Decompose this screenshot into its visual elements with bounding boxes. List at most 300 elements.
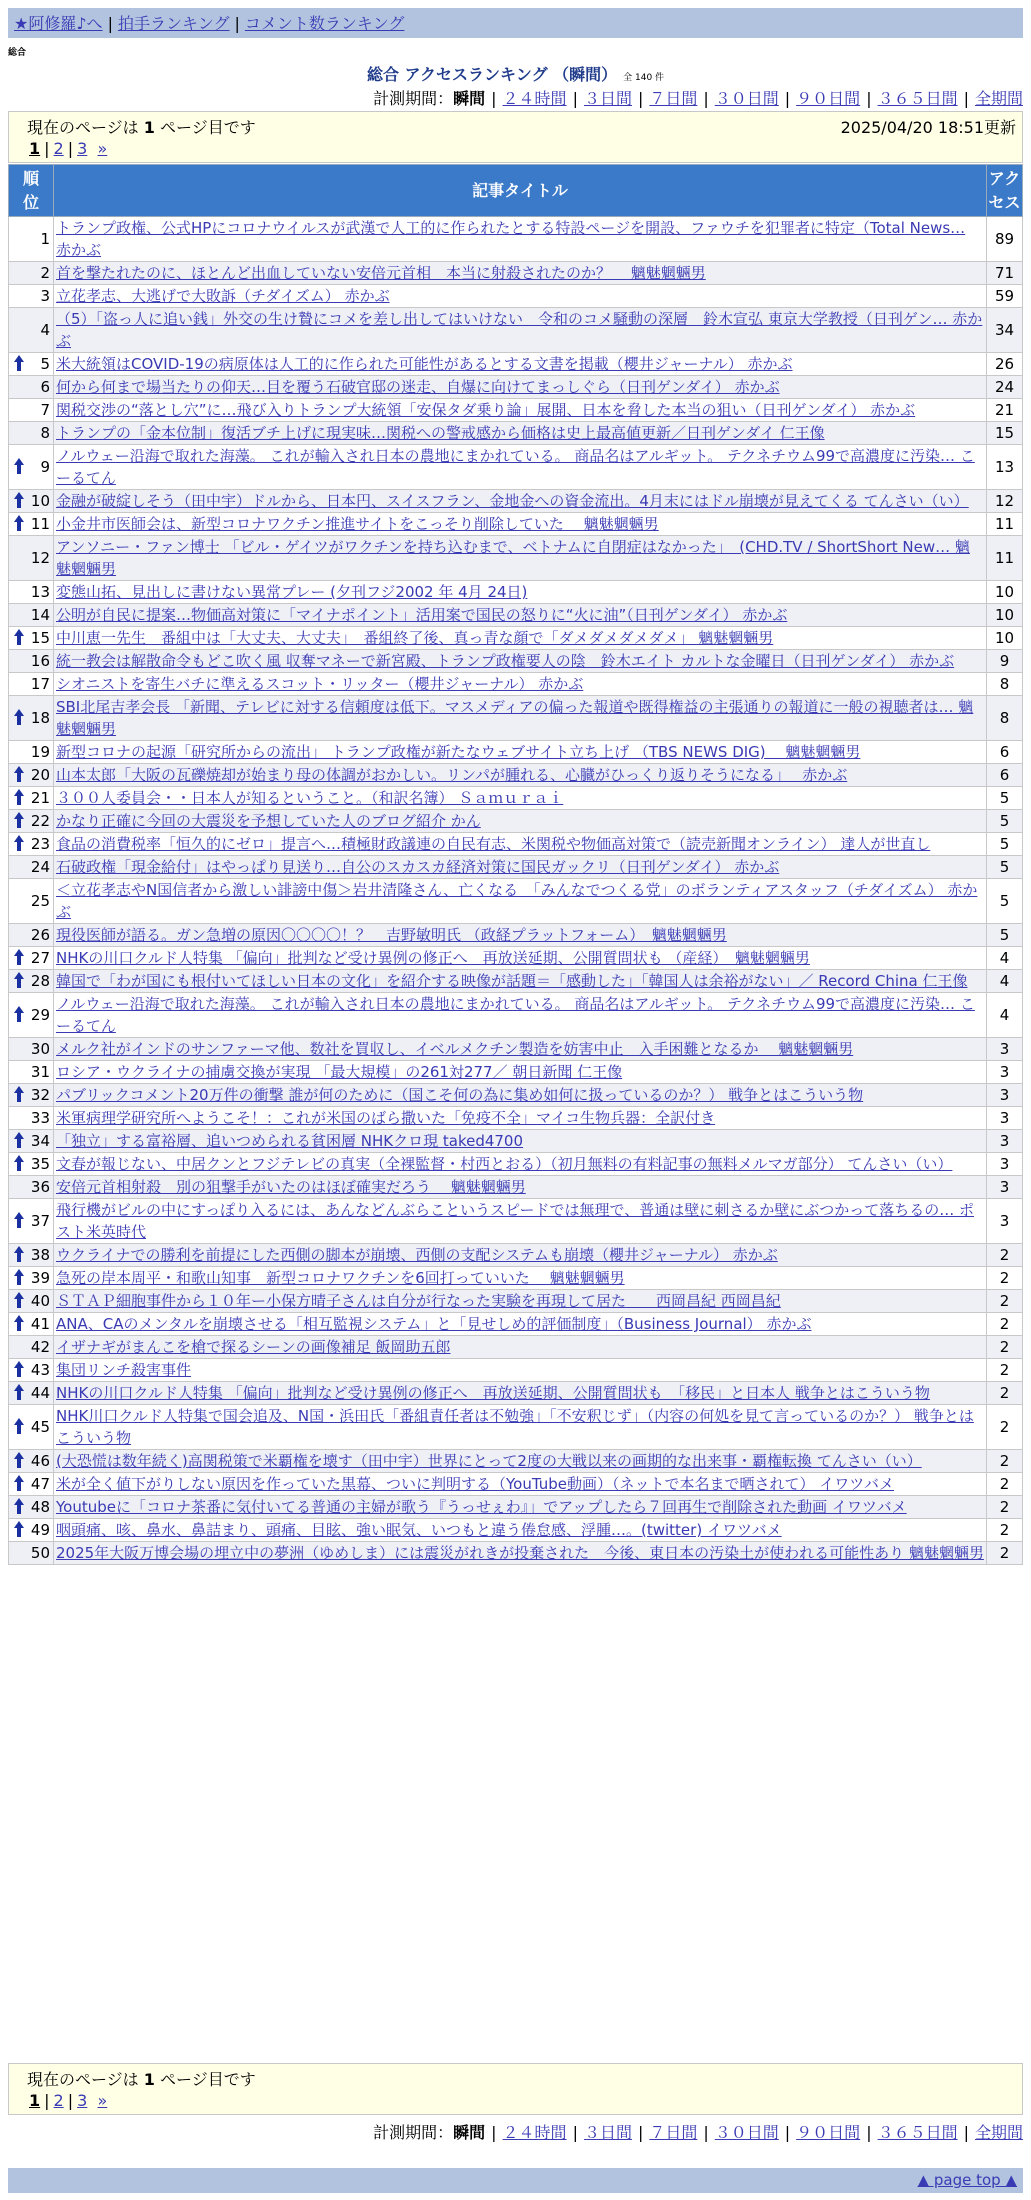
- access-count: 5: [987, 856, 1023, 879]
- rank-cell: [9, 581, 54, 604]
- rank-cell: [9, 1542, 54, 1565]
- title-cell: [54, 810, 987, 833]
- rank-up-arrow-icon: [14, 1384, 24, 1400]
- pagination-bottom: [29, 2091, 107, 2110]
- rank-number: 18: [30, 709, 50, 727]
- title-cell: [54, 513, 987, 536]
- rank-up-arrow-icon: [14, 766, 24, 782]
- access-count: 12: [987, 490, 1023, 513]
- period-separator: |: [703, 89, 709, 108]
- rank-cell: [9, 856, 54, 879]
- access-count: 3: [987, 1038, 1023, 1061]
- pager-page-3[interactable]: 3: [77, 2091, 88, 2110]
- access-count: 5: [987, 810, 1023, 833]
- rank-number: 22: [30, 812, 50, 830]
- rank-up-arrow-icon: [14, 1292, 24, 1308]
- table-row: [9, 399, 1023, 422]
- rank-up-arrow-icon: [14, 458, 24, 474]
- rank-number: 40: [30, 1292, 50, 1310]
- table-row: [9, 764, 1023, 787]
- article-link[interactable]: 米が全く値下がりしない原因を作っていた黒幕、ついに判明する（YouTube動画）（ネットで本名まで晒されて） イワツバメ: [56, 1475, 894, 1493]
- rank-number: 48: [30, 1498, 50, 1516]
- access-count: 3: [987, 1084, 1023, 1107]
- rank-cell: [9, 1267, 54, 1290]
- top-nav-bar: [8, 8, 1023, 38]
- nav-separator: |: [107, 14, 113, 33]
- rank-up-arrow-icon: [14, 1315, 24, 1331]
- rank-number: 7: [40, 401, 50, 419]
- title-cell: [54, 217, 987, 262]
- title-cell: [54, 1450, 987, 1473]
- table-row: [9, 879, 1023, 924]
- title-cell: [54, 604, 987, 627]
- article-link[interactable]: SBI北尾吉孝会長 「新聞、テレビに対する信頼度は低下。マスメディアの偏った報道や既得権益の主張通りの報道に一般の視聴者は… 魑魅魍魎男: [56, 698, 974, 738]
- title-cell: [54, 1290, 987, 1313]
- rank-number: 1: [40, 230, 50, 248]
- title-cell: [54, 764, 987, 787]
- header-count: [987, 165, 1023, 217]
- period-label: 計測期間：: [373, 89, 454, 108]
- title-cell: [54, 924, 987, 947]
- article-link[interactable]: ノルウェー沿海で取れた海藻。 これが輸入され日本の農地にまかれている。 商品名はアルギット。 テクネチウム99で高濃度に汚染… こーるてん: [56, 995, 975, 1035]
- rank-cell: [9, 1153, 54, 1176]
- rank-number: 24: [30, 858, 50, 876]
- period-current: 瞬間: [453, 89, 486, 108]
- access-count: 3: [987, 1176, 1023, 1199]
- title-cell: [54, 1313, 987, 1336]
- period-365d[interactable]: ３６５日間: [877, 89, 958, 108]
- title-cell: [54, 856, 987, 879]
- title-cell: [54, 445, 987, 490]
- rank-cell: [9, 1244, 54, 1267]
- period-3d[interactable]: ３日間: [583, 89, 632, 108]
- rank-up-arrow-icon: [14, 1418, 24, 1434]
- article-link[interactable]: 現役医師が語る。ガン急増の原因〇〇〇〇！？ 吉野敏明氏 （政経プラットフォーム） 魑魅魍魎男: [56, 926, 727, 944]
- rank-cell: [9, 1107, 54, 1130]
- rank-up-arrow-icon: [14, 1086, 24, 1102]
- rank-up-arrow-icon: [14, 812, 24, 828]
- period-label: 計測期間：: [373, 2123, 454, 2142]
- pager-page-2[interactable]: 2: [53, 139, 64, 158]
- ranking-table: [8, 164, 1023, 1565]
- access-count: 3: [987, 1153, 1023, 1176]
- rank-cell: [9, 627, 54, 650]
- table-row: [9, 285, 1023, 308]
- access-count: 2: [987, 1496, 1023, 1519]
- table-row: [9, 833, 1023, 856]
- article-link[interactable]: 2025年大阪万博会場の埋立中の夢洲（ゆめしま）には震災がれきが投棄された 今後、東日本の汚染土が使われる可能性あり 魑魅魍魎男: [56, 1544, 984, 1562]
- rank-number: 27: [30, 949, 50, 967]
- table-row: [9, 513, 1023, 536]
- title-cell: [54, 741, 987, 764]
- rank-up-arrow-icon: [14, 1498, 24, 1514]
- rank-cell: [9, 1313, 54, 1336]
- table-row: [9, 1336, 1023, 1359]
- category-label: 総合: [8, 48, 27, 58]
- table-row: [9, 445, 1023, 490]
- page-status-prefix: 現在のページは: [27, 118, 139, 137]
- rank-number: 34: [30, 1132, 50, 1150]
- access-count: 10: [987, 581, 1023, 604]
- ranking-body: [9, 217, 1023, 1565]
- title-cell: [54, 285, 987, 308]
- rank-up-arrow-icon: [14, 355, 24, 371]
- rank-up-arrow-icon: [14, 1452, 24, 1468]
- rank-number: 13: [30, 583, 50, 601]
- article-link[interactable]: 山本太郎「大阪の瓦礫焼却が始まり母の体調がおかしい。リンパが腫れる、心臓がひっくり返りそうになる」 赤かぶ: [56, 766, 848, 784]
- title-cell: [54, 833, 987, 856]
- title-cell: [54, 1199, 987, 1244]
- table-row: [9, 1405, 1023, 1450]
- article-link[interactable]: 石破政権「現金給付」はやっぱり見送り…自公のスカスカ経済対策に国民ガックリ（日刊ゲンダイ） 赤かぶ: [56, 858, 780, 876]
- title-cell: [54, 308, 987, 353]
- rank-number: 46: [30, 1452, 50, 1470]
- header-rank: [9, 165, 54, 217]
- rank-up-arrow-icon: [14, 1246, 24, 1262]
- period-all[interactable]: 全期間: [974, 89, 1023, 108]
- table-row: [9, 422, 1023, 445]
- rank-number: 28: [30, 972, 50, 990]
- pager-current: 1: [29, 2091, 41, 2110]
- article-link[interactable]: 変態山拓、見出しに書けない異常プレー (夕刊フジ2002 年 4月 24日): [56, 583, 528, 601]
- article-link[interactable]: 韓国で「わが国にも根付いてほしい日本の文化」を紹介する映像が話題＝「感動した」「韓国人は余裕がない」／ Record China 仁王像: [56, 972, 968, 990]
- article-link[interactable]: ３００人委員会・・日本人が知るということ。（和訳名簿） Ｓａｍｕｒａｉ: [56, 789, 564, 807]
- period-current: 瞬間: [453, 2123, 486, 2142]
- article-link[interactable]: 何から何まで場当たりの仰天…目を覆う石破官邸の迷走、自爆に向けてまっしぐら（日刊ゲンダイ） 赤かぶ: [56, 378, 780, 396]
- table-row: [9, 1061, 1023, 1084]
- rank-number: 44: [30, 1384, 50, 1402]
- rank-number: 17: [30, 675, 50, 693]
- access-count: 2: [987, 1359, 1023, 1382]
- title-cell: [54, 1153, 987, 1176]
- rank-up-arrow-icon: [14, 1361, 24, 1377]
- rank-cell: [9, 217, 54, 262]
- pager-page-3[interactable]: 3: [77, 139, 88, 158]
- table-row: [9, 1542, 1023, 1565]
- access-count: 4: [987, 947, 1023, 970]
- rank-number: 33: [30, 1109, 50, 1127]
- rank-number: 26: [30, 926, 50, 944]
- table-row: [9, 627, 1023, 650]
- header-rank-label: 順位: [22, 168, 39, 212]
- rank-number: 36: [30, 1178, 50, 1196]
- rank-cell: [9, 1405, 54, 1450]
- page-status-number: 1: [143, 118, 155, 137]
- title-cell: [54, 1542, 987, 1565]
- table-row: [9, 353, 1023, 376]
- rank-cell: [9, 1290, 54, 1313]
- rank-number: 16: [30, 652, 50, 670]
- table-row: [9, 1199, 1023, 1244]
- rank-cell: [9, 1519, 54, 1542]
- rank-cell: [9, 993, 54, 1038]
- rank-number: 12: [30, 549, 50, 567]
- table-row: [9, 1153, 1023, 1176]
- table-row: [9, 1084, 1023, 1107]
- article-link[interactable]: 金融が破綻しそう（田中宇）ドルから、日本円、スイスフラン、金地金への資金流出。4月末にはドル崩壊が見えてくる てんさい（い）: [56, 492, 969, 510]
- table-row: [9, 650, 1023, 673]
- period-24h[interactable]: ２４時間: [502, 2123, 567, 2142]
- rank-number: 4: [40, 321, 50, 339]
- rank-cell: [9, 833, 54, 856]
- period-30d[interactable]: ３０日間: [714, 89, 779, 108]
- article-link[interactable]: ノルウェー沿海で取れた海藻。 これが輸入され日本の農地にまかれている。 商品名はアルギット。 テクネチウム99で高濃度に汚染… こーるてん: [56, 447, 975, 487]
- period-365d[interactable]: ３６５日間: [877, 2123, 958, 2142]
- rank-number: 15: [30, 629, 50, 647]
- period-separator: |: [491, 2123, 497, 2142]
- pager-next[interactable]: »: [97, 2091, 108, 2110]
- rank-cell: [9, 353, 54, 376]
- rank-number: 10: [30, 492, 50, 510]
- title-cell: [54, 422, 987, 445]
- period-7d[interactable]: ７日間: [649, 89, 698, 108]
- article-link[interactable]: 公明が自民に提案…物価高対策に「マイナポイント」活用案で国民の怒りに“火に油”（日刊ゲンダイ） 赤かぶ: [56, 606, 788, 624]
- period-separator: |: [963, 89, 969, 108]
- title-cell: [54, 947, 987, 970]
- article-link[interactable]: 米軍病理学研究所へようこそ！：これが米国のばら撒いた「免疫不全」マイコ生物兵器：全訳付き: [56, 1109, 716, 1127]
- rank-cell: [9, 810, 54, 833]
- period-90d[interactable]: ９０日間: [796, 89, 861, 108]
- rank-cell: [9, 1038, 54, 1061]
- pager-separator: |: [67, 139, 74, 158]
- rank-cell: [9, 673, 54, 696]
- article-link[interactable]: ウクライナでの勝利を前提にした西側の脚本が崩壊、西側の支配システムも崩壊（櫻井ジャーナル） 赤かぶ: [56, 1246, 778, 1264]
- access-count: 24: [987, 376, 1023, 399]
- page-top-link[interactable]: ▲ page top ▲: [917, 2171, 1017, 2189]
- access-count: 26: [987, 353, 1023, 376]
- title-cell: [54, 627, 987, 650]
- page-status-suffix: ページ目です: [160, 118, 256, 137]
- table-row: [9, 970, 1023, 993]
- article-link[interactable]: 米大統領はCOVID-19の病原体は人工的に作られた可能性があるとする文書を掲載（櫻井ジャーナル） 赤かぶ: [56, 355, 793, 373]
- article-link[interactable]: Youtubeに「コロナ茶番に気付いてる普通の主婦が歌う『うっせぇわ』」でアップしたら７回再生で削除された動画 イワツバメ: [56, 1498, 907, 1516]
- rank-cell: [9, 1130, 54, 1153]
- access-count: 2: [987, 1473, 1023, 1496]
- rank-cell: [9, 308, 54, 353]
- table-row: [9, 1519, 1023, 1542]
- table-row: [9, 536, 1023, 581]
- article-link[interactable]: かなり正確に今回の大震災を予想していた人のブログ紹介 かん: [56, 812, 481, 830]
- period-7d[interactable]: ７日間: [649, 2123, 698, 2142]
- pager-separator: |: [44, 2091, 50, 2110]
- article-link[interactable]: 立花孝志、大逃げで大敗訴（チダイズム） 赤かぶ: [56, 287, 390, 305]
- rank-number: 5: [40, 355, 50, 373]
- rank-number: 42: [30, 1338, 50, 1356]
- rank-cell: [9, 741, 54, 764]
- article-link[interactable]: 中川恵一先生 番組中は「大丈夫、大丈夫」 番組終了後、真っ青な顔で「ダメダメダメダメ」 魑魅魍魎男: [56, 629, 774, 647]
- rank-up-arrow-icon: [14, 709, 24, 725]
- title-cell: [54, 536, 987, 581]
- table-row: [9, 1496, 1023, 1519]
- table-row: [9, 1176, 1023, 1199]
- period-separator: |: [784, 89, 791, 108]
- table-row: [9, 376, 1023, 399]
- article-link[interactable]: ANA、CAのメンタルを崩壊させる「相互監視システム」と「見せしめ的評価制度」（Business Journal） 赤かぶ: [56, 1315, 812, 1333]
- clap-ranking-link[interactable]: 拍手ランキング: [117, 14, 230, 33]
- rank-cell: [9, 924, 54, 947]
- access-count: 2: [987, 1542, 1023, 1565]
- rank-cell: [9, 445, 54, 490]
- rank-cell: [9, 947, 54, 970]
- period-all[interactable]: 全期間: [974, 2123, 1023, 2142]
- rank-up-arrow-icon: [14, 835, 24, 851]
- access-count: 8: [987, 673, 1023, 696]
- article-link[interactable]: 関税交渉の“落とし穴”に…飛び入りトランプ大統領「安保タダ乗り論」展開、日本を脅した本当の狙い（日刊ゲンダイ） 赤かぶ: [56, 401, 916, 419]
- title-cell: [54, 1336, 987, 1359]
- rank-cell: [9, 1382, 54, 1405]
- access-count: 4: [987, 993, 1023, 1038]
- page-info-bottom: [8, 2063, 1023, 2115]
- table-row: [9, 604, 1023, 627]
- access-count: 6: [987, 764, 1023, 787]
- table-row: [9, 1450, 1023, 1473]
- access-count: 2: [987, 1450, 1023, 1473]
- home-link[interactable]: ★阿修羅♪へ: [14, 14, 103, 33]
- rank-cell: [9, 1061, 54, 1084]
- access-count: 3: [987, 1130, 1023, 1153]
- article-link[interactable]: 急死の岸本周平・和歌山知事 新型コロナワクチンを6回打っていいた 魑魅魍魎男: [56, 1269, 625, 1287]
- period-30d[interactable]: ３０日間: [714, 2123, 779, 2142]
- article-link[interactable]: 咽頭痛、咳、鼻水、鼻詰まり、頭痛、目眩、強い眠気、いつもと違う倦怠感、浮腫…。(twitter) イワツバメ: [56, 1521, 782, 1539]
- article-link[interactable]: ロシア・ウクライナの捕虜交換が実現 「最大規模」の261対277／ 朝日新聞 仁王像: [56, 1063, 623, 1081]
- article-link[interactable]: ＳＴＡＰ細胞事件から１０年ー小保方晴子さんは自分が行なった実験を再現して居た 西岡昌紀 西岡昌紀: [56, 1292, 781, 1310]
- table-row: [9, 741, 1023, 764]
- article-link[interactable]: (大恐慌は数年続く)高関税策で米覇権を壊す（田中宇）世界にとって2度の大戦以来の画期的な出来事・覇権転換 てんさい（い）: [56, 1452, 922, 1470]
- table-row: [9, 490, 1023, 513]
- rank-up-arrow-icon: [14, 1212, 24, 1228]
- title-cell: [54, 399, 987, 422]
- page-status-number: 1: [143, 2070, 155, 2089]
- period-selector-top: [373, 86, 1023, 109]
- article-link[interactable]: 統一教会は解散命令もどこ吹く風 収奪マネーで新宮殿、トランプ政権要人の陰 鈴木エイト カルトな金曜日（日刊ゲンダイ） 赤かぶ: [56, 652, 955, 670]
- article-link[interactable]: 食品の消費税率「恒久的にゼロ」提言へ…積極財政議連の自民有志、米関税や物価高対策で（読売新聞オンライン） 達人が世直し: [56, 835, 931, 853]
- article-link[interactable]: ＜立花孝志やN国信者から激しい誹謗中傷＞岩井清隆さん、亡くなる 「みんなでつくる党」のボランティアスタッフ（チダイズム） 赤かぶ: [56, 881, 978, 921]
- access-count: 3: [987, 1107, 1023, 1130]
- access-count: 8: [987, 696, 1023, 741]
- article-link[interactable]: メルク社がインドのサンファーマ他、数社を買収し、イベルメクチン製造を妨害中止 入手困難となるか 魑魅魍魎男: [56, 1040, 854, 1058]
- access-count: 2: [987, 1244, 1023, 1267]
- title-cell: [54, 879, 987, 924]
- rank-up-arrow-icon: [14, 515, 24, 531]
- rank-up-arrow-icon: [14, 1006, 24, 1022]
- access-count: 2: [987, 1336, 1023, 1359]
- title-cell: [54, 1382, 987, 1405]
- article-link[interactable]: 「独立」する富裕層、追いつめられる貧困層 NHKクロ現 taked4700: [56, 1132, 524, 1150]
- period-24h[interactable]: ２４時間: [502, 89, 567, 108]
- access-count: 5: [987, 879, 1023, 924]
- article-link[interactable]: 集団リンチ殺害事件: [56, 1361, 192, 1379]
- article-link[interactable]: NHKの川口クルド人特集 「偏向」批判など受け異例の修正へ 再放送延期、公開質問状も 「移民」と日本人 戦争とはこういう物: [56, 1384, 930, 1402]
- rank-number: 37: [30, 1212, 50, 1230]
- table-row: [9, 787, 1023, 810]
- access-count: 34: [987, 308, 1023, 353]
- pager-separator: |: [44, 139, 50, 158]
- rank-number: 2: [40, 264, 50, 282]
- article-link[interactable]: 小金井市医師会は、新型コロナワクチン推進サイトをこっそり削除していた 魑魅魍魎男: [56, 515, 659, 533]
- page-status-text: [27, 115, 256, 138]
- access-count: 11: [987, 536, 1023, 581]
- rank-cell: [9, 696, 54, 741]
- access-count: 2: [987, 1313, 1023, 1336]
- rank-cell: [9, 399, 54, 422]
- rank-up-arrow-icon: [14, 1132, 24, 1148]
- title-cell: [54, 1038, 987, 1061]
- table-row: [9, 673, 1023, 696]
- pager-page-2[interactable]: 2: [53, 2091, 64, 2110]
- article-link[interactable]: イザナギがまんこを槍で探るシーンの画像補足 飯岡助五郎: [56, 1338, 451, 1356]
- rank-cell: [9, 1496, 54, 1519]
- article-link[interactable]: NHKの川口クルド人特集 「偏向」批判など受け異例の修正へ 再放送延期、公開質問状も （産経） 魑魅魍魎男: [56, 949, 810, 967]
- article-link[interactable]: 新型コロナの起源「研究所からの流出」 トランプ政権が新たなウェブサイト立ち上げ （TBS NEWS DIG) 魑魅魍魎男: [56, 743, 861, 761]
- title-cell: [54, 376, 987, 399]
- title-cell: [54, 581, 987, 604]
- access-count: 71: [987, 262, 1023, 285]
- title-cell: [54, 1084, 987, 1107]
- rank-cell: [9, 787, 54, 810]
- article-link[interactable]: アンソニー・ファン博士 「ビル・ゲイツがワクチンを持ち込むまで、ベトナムに自閉症はなかった」 (CHD.TV / ShortShort New… 魑魅魍魎男: [56, 538, 970, 578]
- rank-number: 35: [30, 1155, 50, 1173]
- table-row: [9, 856, 1023, 879]
- comment-ranking-link[interactable]: コメント数ランキング: [244, 14, 405, 33]
- rank-up-arrow-icon: [14, 949, 24, 965]
- title-cell: [54, 970, 987, 993]
- title-cell: [54, 1496, 987, 1519]
- rank-number: 50: [30, 1544, 50, 1562]
- rank-number: 41: [30, 1315, 50, 1333]
- table-row: [9, 924, 1023, 947]
- period-90d[interactable]: ９０日間: [796, 2123, 861, 2142]
- article-link[interactable]: （5）「盗っ人に追い銭」外交の生け贄にコメを差し出してはいけない 令和のコメ騒動の深層 鈴木宣弘 東京大学教授（日刊ゲン… 赤かぶ: [56, 310, 983, 350]
- rank-cell: [9, 764, 54, 787]
- article-link[interactable]: 飛行機がビルの中にすっぽり入るには、あんなどんぶらこというスピードでは無理で、普通は壁に刺さるか壁にぶつかって落ちるの… ポスト米英時代: [56, 1201, 974, 1241]
- table-row: [9, 696, 1023, 741]
- title-cell: [54, 650, 987, 673]
- pagination-top: [29, 139, 107, 158]
- article-link[interactable]: トランプ政権、公式HPにコロナウイルスが武漢で人工的に作られたとする特設ページを開設、ファウチを犯罪者に特定（Total News… 赤かぶ: [56, 219, 966, 259]
- access-count: 2: [987, 1290, 1023, 1313]
- article-link[interactable]: 安倍元首相射殺 別の狙撃手がいたのはほぼ確実だろう 魑魅魍魎男: [56, 1178, 526, 1196]
- access-count: 21: [987, 399, 1023, 422]
- article-link[interactable]: 文春が報じない、中居クンとフジテレビの真実（全裸監督・村西とおる）（初月無料の有料記事の無料メルマガ部分） てんさい（い）: [56, 1155, 953, 1173]
- table-row: [9, 262, 1023, 285]
- rank-number: 39: [30, 1269, 50, 1287]
- ranking-title-text: 総合 アクセスランキング （瞬間）: [366, 65, 618, 84]
- access-count: 3: [987, 1199, 1023, 1244]
- period-separator: |: [637, 89, 644, 108]
- title-cell: [54, 1130, 987, 1153]
- title-cell: [54, 1176, 987, 1199]
- access-count: 10: [987, 627, 1023, 650]
- rank-up-arrow-icon: [14, 1521, 24, 1537]
- access-count: 3: [987, 1061, 1023, 1084]
- article-link[interactable]: NHK川口クルド人特集で国会追及、N国・浜田氏「番組責任者は不勉強」「不安釈じず」（内容の何処を見て言っているのか？） 戦争とはこういう物: [56, 1407, 974, 1447]
- rank-cell: [9, 490, 54, 513]
- page-status-suffix: ページ目です: [160, 2070, 256, 2089]
- period-separator: |: [784, 2123, 791, 2142]
- title-cell: [54, 787, 987, 810]
- rank-cell: [9, 1199, 54, 1244]
- article-link[interactable]: パブリックコメント20万件の衝撃 誰が何のために（国こそ何の為に集め如何に扱っているのか？） 戦争とはこういう物: [56, 1086, 864, 1104]
- period-3d[interactable]: ３日間: [583, 2123, 632, 2142]
- article-link[interactable]: トランプの「金本位制」復活ブチ上げに現実味…関税への警戒感から価格は史上最高値更新／日刊ゲンダイ 仁王像: [56, 424, 825, 442]
- title-cell: [54, 1244, 987, 1267]
- access-count: 2: [987, 1382, 1023, 1405]
- article-link[interactable]: シオニストを寄生バチに準えるスコット・リッター（櫻井ジャーナル） 赤かぶ: [56, 675, 584, 693]
- pager-next[interactable]: »: [97, 139, 108, 158]
- page-status-text: [27, 2067, 256, 2090]
- title-cell: [54, 1405, 987, 1450]
- article-link[interactable]: 首を撃たれたのに、ほとんど出血していない安倍元首相 本当に射殺されたのか？ 魑魅魍魎男: [56, 264, 706, 282]
